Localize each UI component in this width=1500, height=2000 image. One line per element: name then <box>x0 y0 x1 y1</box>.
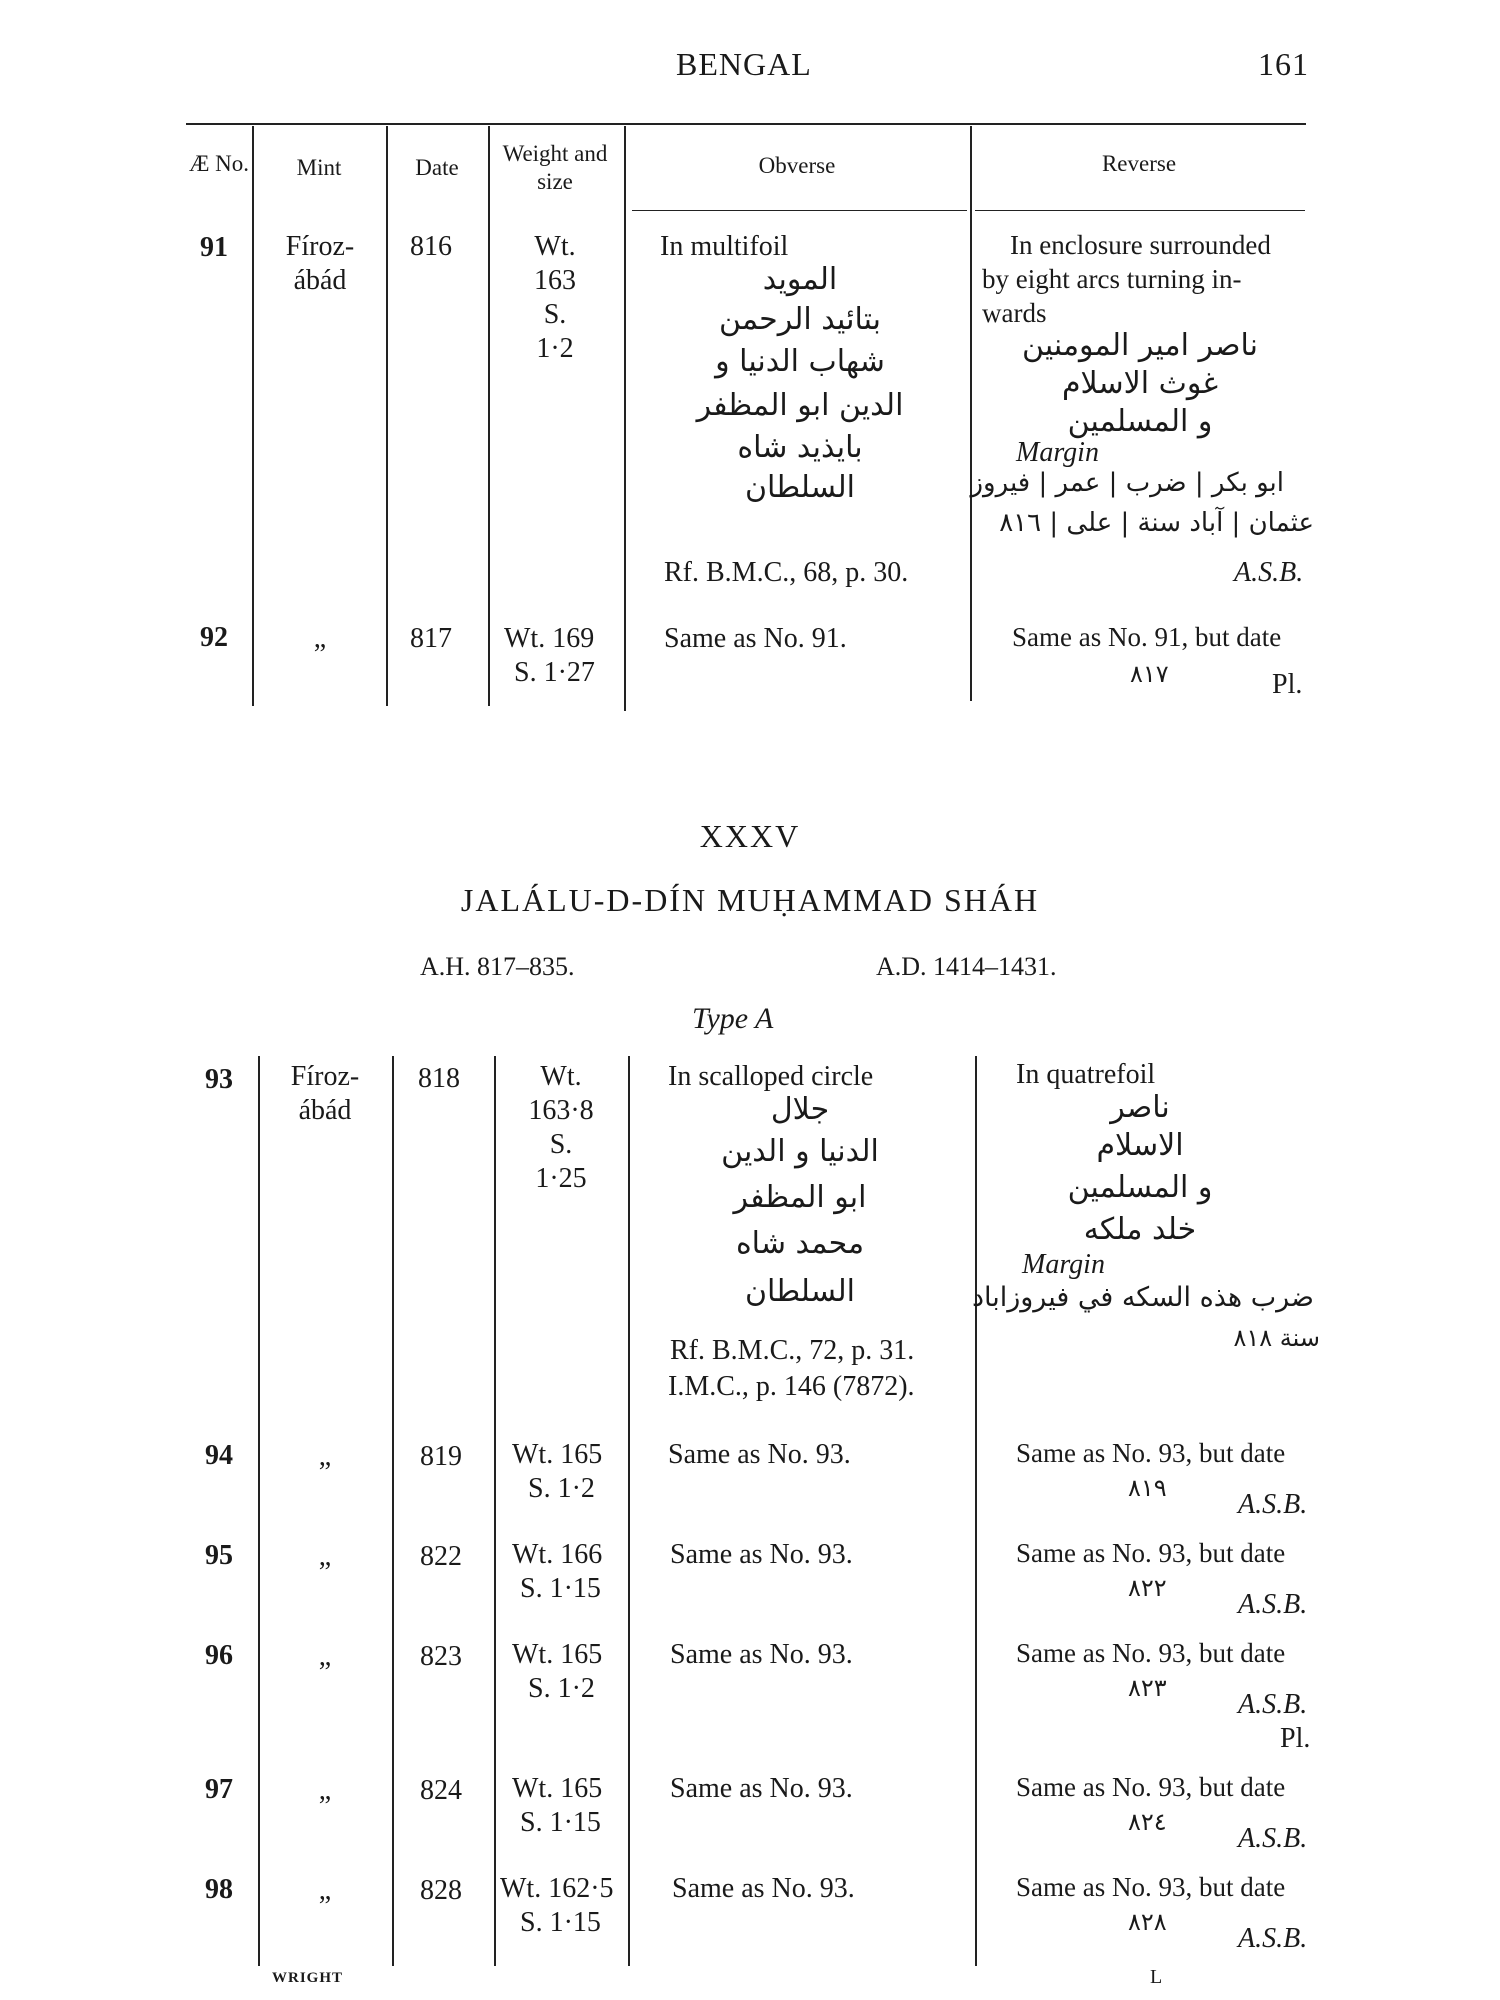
size: S. 1·15 <box>520 1573 601 1604</box>
entry-number: 92 <box>200 622 228 653</box>
reverse-description: wards <box>982 298 1047 328</box>
reverse-date: ٨٢٢ <box>1128 1574 1167 1602</box>
date: 822 <box>420 1541 462 1572</box>
size: S. 1·15 <box>520 1807 601 1838</box>
section-numeral: XXXV <box>699 818 801 854</box>
col-divider-3 <box>488 126 490 706</box>
obverse-legend: السلطان <box>745 1274 855 1309</box>
reference: A.S.B. <box>1238 1689 1308 1720</box>
obverse-legend: الدين ابو المظفر <box>696 388 904 423</box>
ad-date-range: A.D. 1414–1431. <box>876 952 1057 981</box>
mint: „ <box>318 1641 332 1672</box>
margin-legend: سنة ٨١٨ <box>1233 1324 1320 1352</box>
plate-reference: Pl. <box>1272 669 1303 700</box>
page-title: BENGAL <box>676 46 812 82</box>
reference: I.M.C., p. 146 (7872). <box>668 1371 915 1402</box>
weight: Wt. 165 <box>512 1773 603 1804</box>
obverse-description: Same as No. 93. <box>670 1773 853 1804</box>
weight: Wt. 165 <box>512 1439 603 1470</box>
reverse-date: ٨٢٣ <box>1128 1674 1167 1702</box>
col-divider-2 <box>386 126 388 706</box>
reverse-description: Same as No. 93, but date <box>1016 1438 1286 1468</box>
mint: Fíroz- <box>285 231 355 262</box>
size: 1·25 <box>535 1163 587 1194</box>
obverse-legend: السلطان <box>745 470 855 505</box>
obverse-header-rule <box>632 210 967 211</box>
reverse-date: ٨١٩ <box>1128 1474 1167 1502</box>
reverse-legend: خلد ملكه <box>1083 1212 1197 1247</box>
weight: Wt. 166 <box>512 1539 603 1570</box>
reference: A.S.B. <box>1238 1823 1308 1854</box>
reference: A.S.B. <box>1234 557 1304 588</box>
margin-legend: ضرب هذه السكه في فيروزاباد <box>971 1282 1314 1313</box>
date: 828 <box>420 1875 462 1906</box>
margin-legend: عثمان | آباد سنة | على | ٨١٦ <box>999 508 1314 538</box>
reverse-date: ٨٢٨ <box>1128 1908 1167 1936</box>
obverse-description: Same as No. 93. <box>670 1639 853 1670</box>
entry-number: 96 <box>205 1640 233 1671</box>
mint: ábád <box>293 265 347 296</box>
date: 824 <box>420 1775 462 1806</box>
col-divider-1 <box>258 1056 260 1966</box>
ruler-name: JALÁLU-D-DÍN MUḤAMMAD SHÁH <box>460 882 1040 918</box>
col-divider-1 <box>252 126 254 706</box>
col-divider-2 <box>392 1056 394 1966</box>
hijri-date-range: A.H. 817–835. <box>420 952 575 981</box>
entry-number: 94 <box>205 1440 233 1471</box>
entry-number: 98 <box>205 1874 233 1905</box>
reference: A.S.B. <box>1238 1923 1308 1954</box>
obverse-description: Same as No. 93. <box>670 1539 853 1570</box>
weight: Wt. 162·5 <box>500 1873 614 1904</box>
margin-label: Margin <box>1022 1249 1105 1280</box>
reference: Rf. B.M.C., 72, p. 31. <box>670 1335 915 1366</box>
reverse-description: Same as No. 93, but date <box>1016 1872 1286 1902</box>
reverse-legend: و المسلمين <box>1067 1170 1213 1205</box>
header-mint: Mint <box>296 155 342 180</box>
signature-mark: L <box>1150 1966 1163 1988</box>
mint: „ <box>318 1775 332 1806</box>
size: S. 1·2 <box>528 1673 595 1704</box>
date: 819 <box>420 1441 462 1472</box>
obverse-description: Same as No. 93. <box>668 1439 851 1470</box>
col-divider-5 <box>970 126 972 701</box>
col-divider-4 <box>624 126 626 711</box>
weight: Wt. 169 <box>504 623 595 654</box>
reverse-date: ٨٢٤ <box>1128 1808 1167 1836</box>
entry-number: 93 <box>205 1064 233 1095</box>
obverse-description: Same as No. 91. <box>664 623 847 654</box>
weight: 163·8 <box>528 1095 594 1126</box>
reference: A.S.B. <box>1238 1589 1308 1620</box>
reverse-legend: و المسلمين <box>1067 404 1213 439</box>
margin-label: Margin <box>1016 437 1099 468</box>
weight: 163 <box>534 265 576 296</box>
obverse-legend: محمد شاه <box>735 1226 865 1261</box>
col-divider-4 <box>628 1056 630 1966</box>
obverse-legend: بايذيد شاه <box>737 430 863 465</box>
obverse-description: Same as No. 93. <box>672 1873 855 1904</box>
header-obverse: Obverse <box>758 153 836 178</box>
type-heading: Type A <box>692 1002 774 1035</box>
reverse-description: Same as No. 93, but date <box>1016 1638 1286 1668</box>
size: S. <box>543 299 567 330</box>
obverse-description: In multifoil <box>660 231 789 262</box>
reverse-legend: ناصر <box>1110 1090 1170 1125</box>
reference: A.S.B. <box>1238 1489 1308 1520</box>
size: S. 1·27 <box>514 657 595 688</box>
mint: „ <box>318 1441 332 1472</box>
reverse-description: In enclosure surrounded <box>1010 230 1271 260</box>
obverse-legend: المويد <box>762 262 838 297</box>
margin-legend: ابو بكر | ضرب | عمر | فيروز <box>970 468 1284 498</box>
reverse-description: Same as No. 93, but date <box>1016 1772 1286 1802</box>
size: S. 1·15 <box>520 1907 601 1938</box>
mint: „ <box>313 623 327 654</box>
page-number: 161 <box>1258 46 1309 82</box>
reverse-description: by eight arcs turning in- <box>982 264 1242 294</box>
obverse-description: In scalloped circle <box>668 1061 874 1092</box>
header-date: Date <box>415 155 459 180</box>
weight: Wt. <box>534 231 576 262</box>
entry-number: 97 <box>205 1774 233 1805</box>
size: S. 1·2 <box>528 1473 595 1504</box>
reference: Rf. B.M.C., 68, p. 30. <box>664 557 909 588</box>
obverse-legend: جلال <box>770 1092 830 1127</box>
size: S. <box>549 1129 573 1160</box>
date: 816 <box>410 231 452 262</box>
weight: Wt. 165 <box>512 1639 603 1670</box>
date: 823 <box>420 1641 462 1672</box>
mint: „ <box>318 1541 332 1572</box>
reverse-description: Same as No. 91, but date <box>1012 622 1282 652</box>
date: 817 <box>410 623 452 654</box>
printer-signature: WRIGHT <box>272 1970 344 1986</box>
reverse-legend: ناصر امير المومنين <box>1022 328 1258 363</box>
reverse-legend: الاسلام <box>1096 1128 1184 1163</box>
date: 818 <box>418 1063 460 1094</box>
header-reverse: Reverse <box>1101 151 1177 176</box>
size: 1·2 <box>536 333 574 364</box>
entry-number: 91 <box>200 232 228 263</box>
header-weight: Weight and size <box>502 141 608 194</box>
reverse-legend: غوث الاسلام <box>1061 366 1219 401</box>
obverse-legend: شهاب الدنيا و <box>715 344 885 379</box>
header-no: Æ No. <box>188 151 250 176</box>
obverse-legend: ابو المظفر <box>733 1180 867 1215</box>
mint: Fíroz- <box>290 1061 360 1092</box>
reverse-description: Same as No. 93, but date <box>1016 1538 1286 1568</box>
mint: ábád <box>298 1095 352 1126</box>
entry-number: 95 <box>205 1540 233 1571</box>
mint: „ <box>318 1875 332 1906</box>
reverse-description: In quatrefoil <box>1016 1059 1156 1090</box>
obverse-legend: الدنيا و الدين <box>721 1134 879 1169</box>
reverse-header-rule <box>975 210 1305 211</box>
col-divider-3 <box>494 1056 496 1966</box>
obverse-legend: بتائيد الرحمن <box>719 302 881 337</box>
col-divider-5 <box>975 1056 977 1966</box>
plate-reference: Pl. <box>1280 1723 1311 1754</box>
reverse-date: ٨١٧ <box>1130 660 1169 688</box>
weight: Wt. <box>540 1061 582 1092</box>
table-top-rule <box>186 123 1306 125</box>
